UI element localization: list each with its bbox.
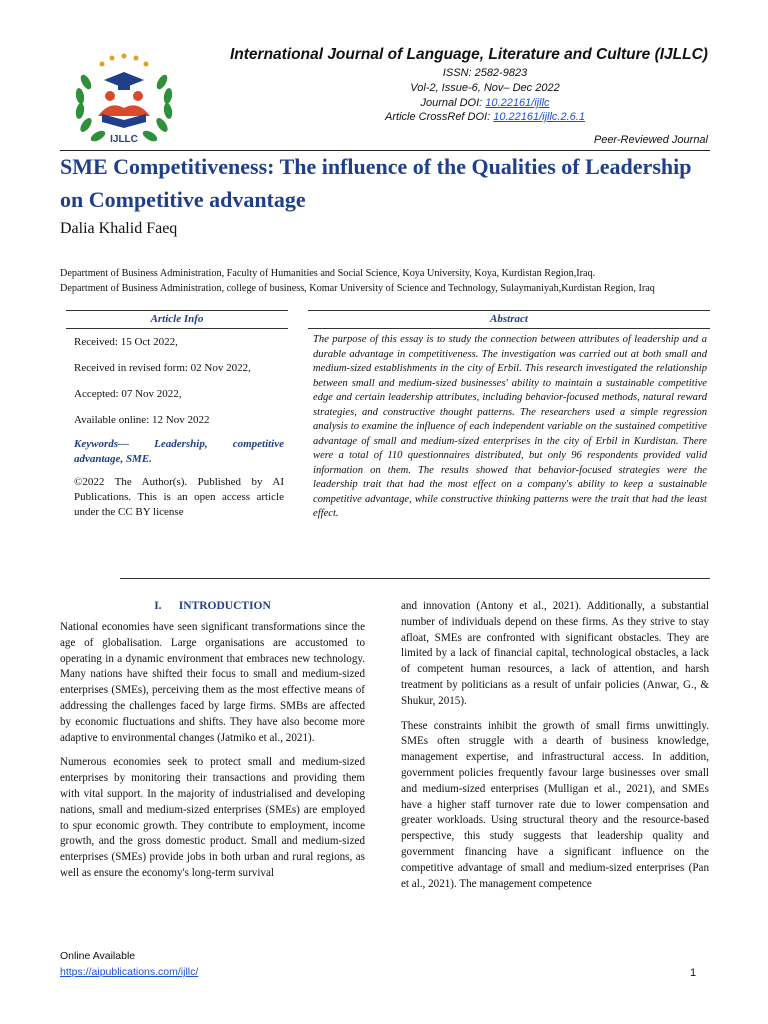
peer-reviewed-label: Peer-Reviewed Journal <box>593 134 708 146</box>
journal-doi <box>300 97 670 109</box>
online-date: Available online: 12 Nov 2022 <box>74 414 210 426</box>
author-name: Dalia Khalid Faeq <box>60 220 178 237</box>
abstract-head-rule <box>308 328 710 329</box>
volume-issue: Vol-2, Issue-6, Nov– Dec 2022 <box>410 82 560 94</box>
paragraph: Numerous economies seek to protect small and medium-sized enterprises by monitoring their transactions and providing them with vital support. In the majority of industrialised and developing nations, small and medium-sized enterprises (SMEs) are employed to spur economic growth. They contribute to employment, income growth, and the gross domestic product. Small and medium-sized enterprises (SMEs) provide jobs in both urban and rural regions, as well as ensure the economy's long-term survival <box>60 756 365 879</box>
footer-online-label: Online Available <box>60 950 136 962</box>
journal-title: International Journal of Language, Literature and Culture (IJLLC) <box>230 46 708 63</box>
abstract-bottom-rule <box>120 578 710 579</box>
paragraph: National economies have seen significant transformations since the age of globalisation. Large organisations are accustomed to operating in a dynamic environment that embraces new technology. Many nations have shifted their focus to small and medium-sized enterprises (SMEs), perceiving them as the most effective means of addressing the challenges faced by large firms. SMBs are affected by economic fluctuations and shifts. They have also become more adaptive to environmental changes (Jatmiko et al., 2021). <box>60 621 365 744</box>
info-head-rule <box>66 328 288 329</box>
paper-title: SME Competitiveness: The influence of the Qualities of Leadership on Competitive advantage <box>60 154 692 212</box>
affiliation-2: Department of Business Administration, college of business, Komar University of Science and Technology, Sulaymaniyah,Kurdistan Region, Iraq <box>60 282 655 294</box>
abstract-text: The purpose of this essay is to study the connection between attributes of leadership and a durable advantage in competitiveness. The investigation was carried out at both small and medium-sized establishments in the city of Erbil. This research investigated the relationship between small and medium-sized businesses' ability to maintain a sustainable competitive edge and certain leadership attributes, including behavior-focused methods, natural reward strategies, and constructive thought patterns. The researchers used a simple regression analysis to examine the influence of each independent variable on the sustained competitive advantage of small and medium-sized enterprises in the city of Erbil in Kurdistan. There were a total of 110 questionnaires distributed, but only 96 respondents provided valid information on them. The results showed that behavior-focused strategies were the leadership trait that had the most effect on a company's ability to keep a sustainable competitive advantage, while constructive thinking patterns were the trait that had the least effect. <box>313 334 707 519</box>
affiliations <box>60 267 710 296</box>
body-left-column <box>60 620 365 891</box>
revised-date: Received in revised form: 02 Nov 2022, <box>74 362 251 374</box>
body-right-column <box>401 599 709 901</box>
article-info <box>74 333 284 520</box>
accepted-date: Accepted: 07 Nov 2022, <box>74 388 182 400</box>
article-info-heading: Article Info <box>150 313 204 325</box>
keywords-list: Leadership, competitive advantage, SME. <box>74 438 284 465</box>
info-top-rule <box>66 310 288 311</box>
affiliation-1: Department of Business Administration, Faculty of Humanities and Social Science, Koya University, Koya, Kurdistan Region,Iraq. <box>60 268 596 279</box>
paragraph: and innovation (Antony et al., 2021). Additionally, a substantial number of individuals depend on these firms. As they strive to stay afloat, SMEs are confronted with significant obstacles. They are limited by a lack of financial capital, technological obstacles, a lack of competent human resources, a lack of attention, and harsh treatment by politicians as a result of unfair policies (Anwar, G., & Shukur, 2015). <box>401 600 709 707</box>
page-number: 1 <box>690 967 697 979</box>
introduction-heading: I. INTRODUCTION <box>154 600 271 612</box>
crossref-doi-link[interactable]: 10.22161/ijllc.2.6.1 <box>493 111 585 123</box>
keywords-label: Keywords— <box>74 438 129 450</box>
keywords <box>74 437 284 467</box>
license-notice: ©2022 The Author(s). Published by AI Publications. This is an open access article under the CC BY license <box>74 476 284 518</box>
paragraph: These constraints inhibit the growth of small firms unwittingly. SMEs often struggle with a dearth of business knowledge, management expertise, and infrastructural access. In addition, government policies frequently favour large businesses over small and medium-sized enterprises (Mulligan et al., 2021), and SMEs have a higher staff turnover rate due to lower compensation and greater workloads. Using structural theory and the resource-based perspective, this study suggests that leadership quality and government financing have a significant influence on the competitive advantage of small and medium-sized enterprises (Pan et al., 2021). The management competence <box>401 719 709 890</box>
journal-doi-label: Journal DOI: <box>420 97 486 109</box>
crossref-doi-label: Article CrossRef DOI: <box>385 111 494 123</box>
journal-doi-link[interactable]: 10.22161/ijllc <box>485 97 550 109</box>
abstract-top-rule <box>308 310 710 311</box>
received-date: Received: 15 Oct 2022, <box>74 336 178 348</box>
abstract-heading: Abstract <box>490 313 528 325</box>
journal-logo <box>68 44 180 154</box>
footer-url-link[interactable]: https://aipublications.com/ijllc/ <box>60 966 199 978</box>
svg-text:IJLLC: IJLLC <box>110 134 138 145</box>
issn: ISSN: 2582-9823 <box>442 67 528 79</box>
crossref-doi <box>300 111 670 123</box>
